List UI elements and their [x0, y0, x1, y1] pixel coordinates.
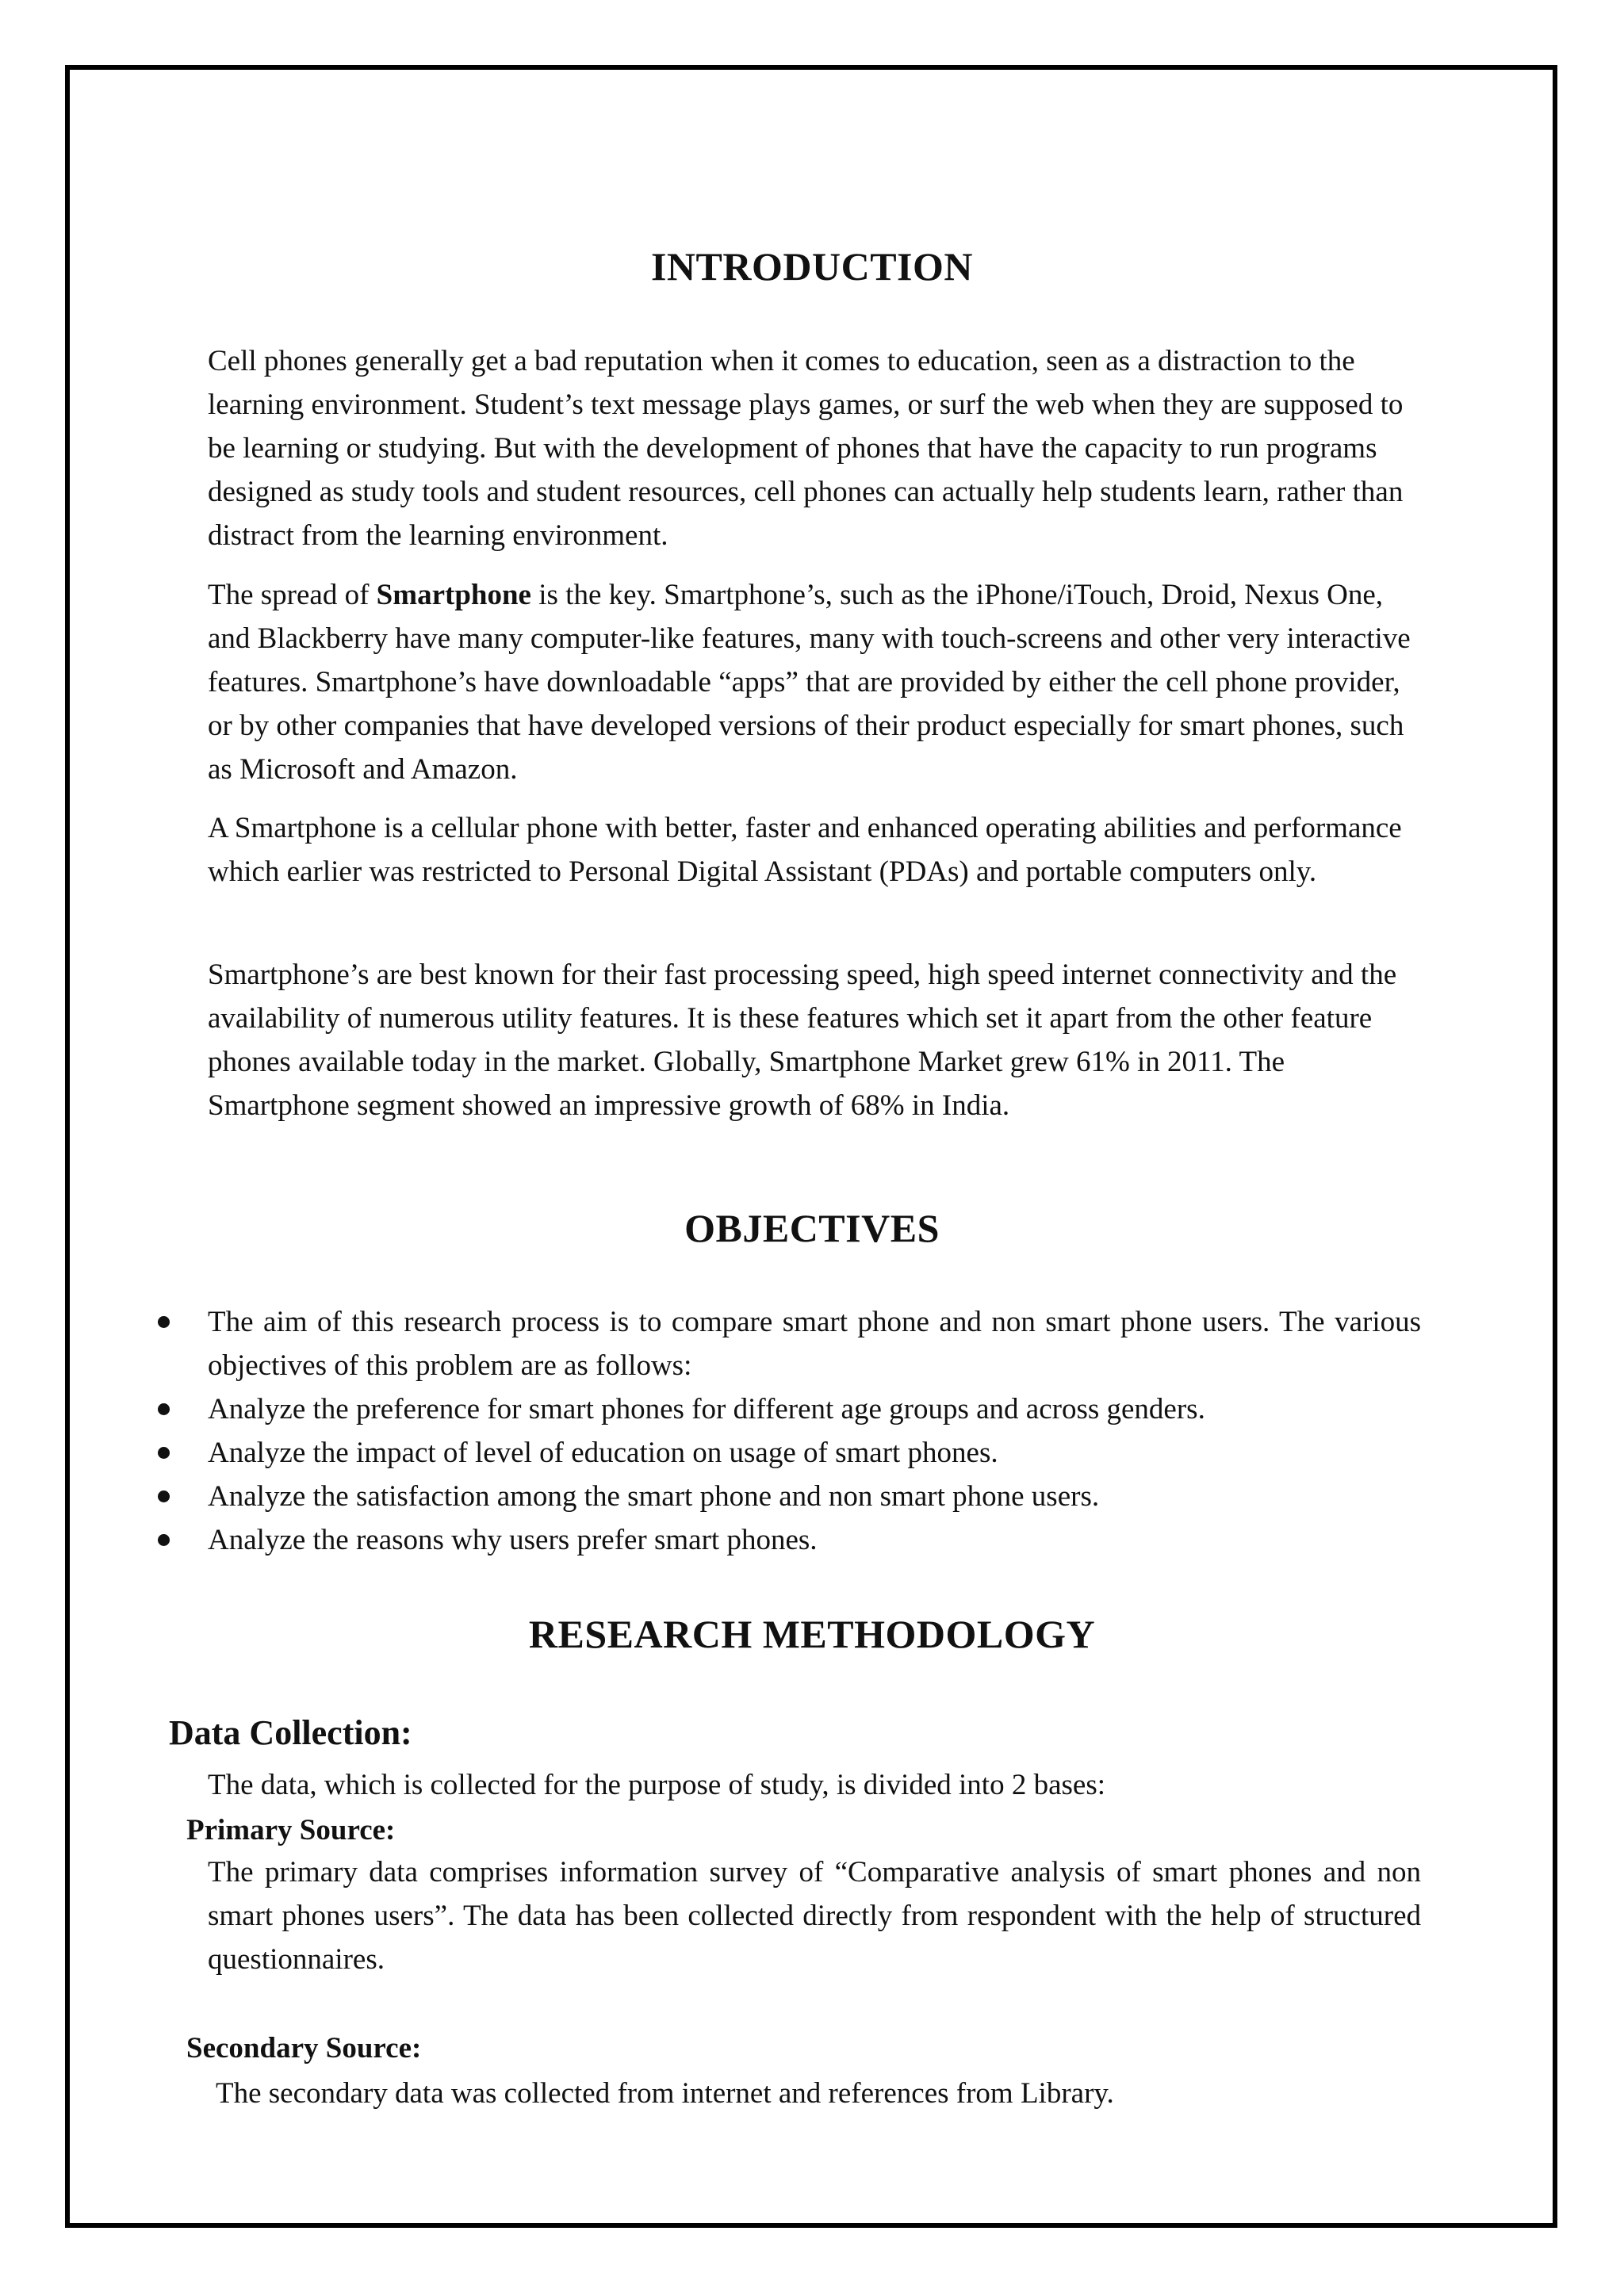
primary-source-text: The primary data comprises information survey of “Comparative analysis of smart phones and non smart phones users”. The data has been collected directly from respondent with the help of structured questionnaires.	[208, 1856, 1421, 1976]
objective-item	[208, 1387, 1421, 1431]
intro-paragraph-1: Cell phones generally get a bad reputation when it comes to education, seen as a distraction to the learning environment. Student’s text message plays games, or surf the web when they are supposed to be learning or studying. But with the development of phones that have the capacity to run programs designed as study tools and student resources, cell phones can actually help students learn, rather than distract from the learning environment.	[208, 345, 1404, 552]
objective-item	[208, 1518, 1421, 1562]
objective-item	[208, 1475, 1421, 1518]
data-collection-text: The data, which is collected for the purpose of study, is divided into 2 bases:	[208, 1769, 1106, 1801]
objective-text: Analyze the satisfaction among the smart phone and non smart phone users.	[208, 1480, 1100, 1513]
intro-p2-text-end: is the key. Smartphone’s, such as the iPhone/iTouch, Droid, Nexus One, and Blackberry have many computer-like features, many with touch-screens and other very interactive features. Smartphone’s have downloadable “apps” that are provided by either the cell phone provider, or by other companies that have developed versions of their product especially for smart phones, such as Microsoft and Amazon.	[208, 579, 1411, 786]
research-methodology-heading: RESEARCH METHODOLOGY	[528, 1612, 1096, 1656]
bullet-icon	[158, 1403, 170, 1415]
objectives-list	[208, 1300, 1421, 1562]
primary-source-heading: Primary Source:	[186, 1814, 396, 1846]
secondary-source-heading: Secondary Source:	[186, 2032, 422, 2064]
bullet-icon	[158, 1316, 170, 1328]
objective-item	[208, 1431, 1421, 1475]
intro-paragraph-2	[208, 573, 1429, 791]
bullet-icon	[158, 1490, 170, 1502]
intro-paragraph-3: A Smartphone is a cellular phone with better, faster and enhanced operating abilities and performance which earlier was restricted to Personal Digital Assistant (PDAs) and portable computers only.	[208, 812, 1402, 888]
smartphone-bold-term: Smartphone	[376, 579, 531, 611]
data-collection-heading: Data Collection:	[169, 1713, 412, 1752]
objective-item	[208, 1300, 1421, 1387]
objective-text: Analyze the reasons why users prefer smart phones.	[208, 1524, 818, 1556]
objective-text: Analyze the impact of level of education on usage of smart phones.	[208, 1437, 998, 1469]
intro-paragraph-4: Smartphone’s are best known for their fast processing speed, high speed internet connectivity and the availability of numerous utility features. It is these features which set it apart from the other feature phones available today in the market. Globally, Smartphone Market grew 61% in 2011. The Smartphone segment showed an impressive growth of 68% in India.	[208, 959, 1397, 1122]
bullet-icon	[158, 1534, 170, 1546]
objective-text: The aim of this research process is to compare smart phone and non smart phone users. The various objectives of this problem are as follows:	[208, 1306, 1421, 1382]
secondary-source-text: The secondary data was collected from internet and references from Library.	[216, 2077, 1114, 2110]
objectives-heading: OBJECTIVES	[684, 1206, 940, 1250]
introduction-heading: INTRODUCTION	[650, 244, 974, 289]
bullet-icon	[158, 1447, 170, 1459]
intro-p2-text-start: The spread of	[208, 579, 377, 611]
objective-text: Analyze the preference for smart phones for different age groups and across genders.	[208, 1393, 1205, 1425]
